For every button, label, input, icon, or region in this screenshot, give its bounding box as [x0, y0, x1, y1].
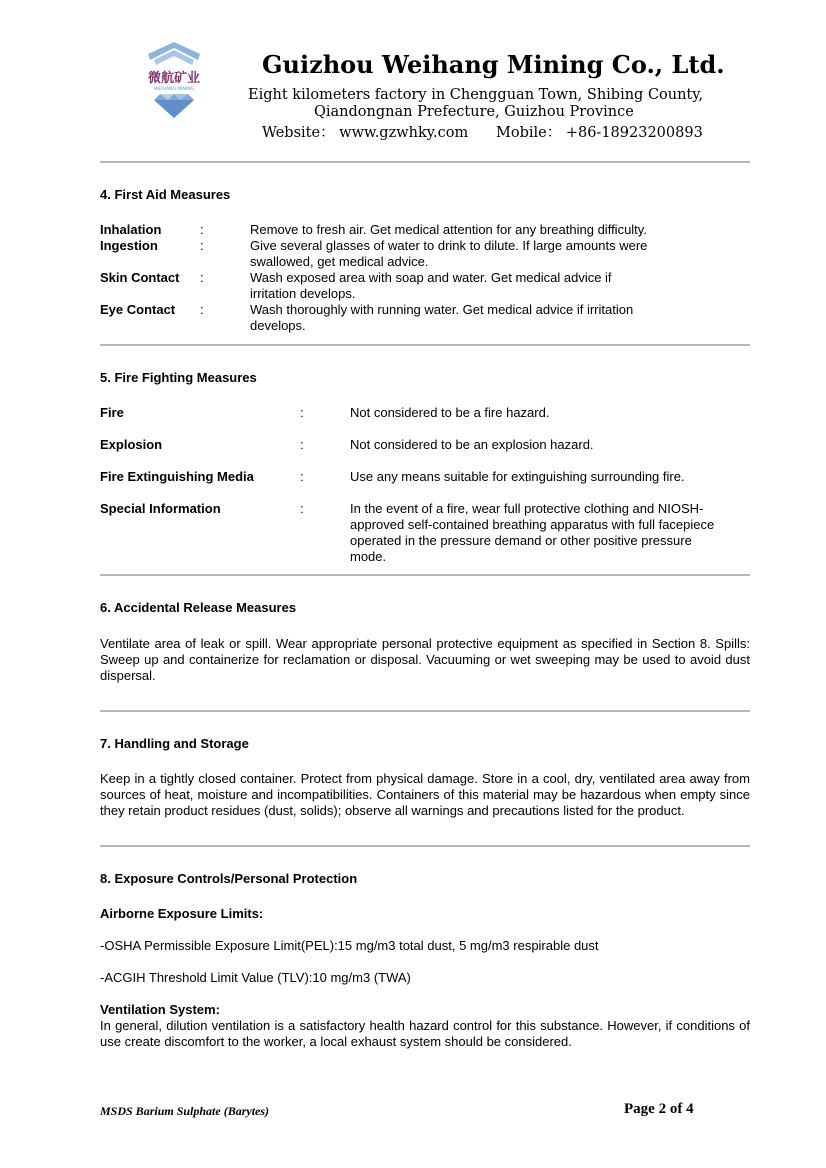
page-number: Page 2 of 4 — [624, 1101, 694, 1117]
value-line: Not considered to be an explosion hazard. — [350, 437, 594, 452]
company-name: Guizhou Weihang Mining Co., Ltd. — [262, 50, 725, 79]
fire-colon: : — [300, 437, 304, 452]
value-line: Use any means suitable for extinguishing surrounding fire. — [350, 469, 685, 484]
section-6-text: Ventilate area of leak or spill. Wear appropriate personal protective equipment as specified in Section 8. Spills: Sweep up and containerize for reclamation or disposal. Vacuuming or wet sweeping may be used to avoid dust dispersal. — [100, 636, 750, 683]
address-line-2: Qiandongnan Prefecture, Guizhou Province — [314, 104, 634, 120]
first-aid-label: Ingestion — [100, 238, 158, 253]
first-aid-value — [250, 222, 647, 238]
first-aid-value — [250, 270, 612, 302]
mobile: Mobile： +86-18923200893 — [496, 125, 703, 141]
acgih-limit: -ACGIH Threshold Limit Value (TLV):10 mg/m3 (TWA) — [100, 970, 411, 985]
section-8-title: 8. Exposure Controls/Personal Protection — [100, 871, 358, 886]
value-line: Wash exposed area with soap and water. Get medical advice if — [250, 270, 612, 285]
fire-colon: : — [300, 405, 304, 420]
website: Website： www.gzwhky.com — [262, 125, 469, 141]
first-aid-colon: : — [200, 238, 204, 253]
fire-colon: : — [300, 501, 304, 516]
company-logo — [136, 40, 212, 120]
ventilation-text: In general, dilution ventilation is a satisfactory health hazard control for this substance. However, if conditions of use create discomfort to the worker, a local exhaust system should be considered. — [100, 1018, 750, 1049]
address-line-1: Eight kilometers factory in Chengguan Town, Shibing County, — [248, 87, 704, 103]
section-divider — [100, 344, 750, 346]
first-aid-colon: : — [200, 270, 204, 285]
footer-document-name: MSDS Barium Sulphate (Barytes) — [100, 1104, 270, 1118]
section-6-title: 6. Accidental Release Measures — [100, 600, 297, 615]
value-line: operated in the pressure demand or other positive pressure — [350, 533, 692, 548]
logo-chinese-text: 微航矿业 — [147, 71, 201, 86]
fire-label: Explosion — [100, 437, 163, 452]
section-5-title: 5. Fire Fighting Measures — [100, 370, 257, 385]
ventilation-title: Ventilation System: — [100, 1002, 220, 1017]
value-line: develops. — [250, 318, 306, 333]
first-aid-value — [250, 302, 633, 334]
section-7-title: 7. Handling and Storage — [100, 736, 249, 751]
logo-subtext: WEIHANG MINING — [153, 87, 195, 92]
value-line: Not considered to be a fire hazard. — [350, 405, 550, 420]
first-aid-label: Eye Contact — [100, 302, 176, 317]
section-divider — [100, 574, 750, 576]
osha-limit: -OSHA Permissible Exposure Limit(PEL):15 mg/m3 total dust, 5 mg/m3 respirable dust — [100, 938, 599, 953]
first-aid-colon: : — [200, 222, 204, 237]
fire-label: Fire Extinguishing Media — [100, 469, 254, 484]
value-line: mode. — [350, 549, 387, 564]
value-line: Give several glasses of water to drink to dilute. If large amounts were — [250, 238, 648, 253]
fire-label: Fire — [100, 405, 124, 420]
value-line: Remove to fresh air. Get medical attention for any breathing difficulty. — [250, 222, 647, 237]
fire-value — [350, 469, 685, 485]
value-line: Wash thoroughly with running water. Get medical advice if irritation — [250, 302, 634, 317]
section-4-title: 4. First Aid Measures — [100, 187, 231, 202]
value-line: approved self-contained breathing apparatus with full facepiece — [350, 517, 715, 532]
value-line: swallowed, get medical advice. — [250, 254, 429, 269]
airborne-limits-title: Airborne Exposure Limits: — [100, 906, 264, 921]
section-divider — [100, 845, 750, 847]
fire-value — [350, 405, 549, 421]
first-aid-value — [250, 238, 647, 270]
fire-label: Special Information — [100, 501, 221, 516]
first-aid-label: Inhalation — [100, 222, 162, 237]
fire-colon: : — [300, 469, 304, 484]
first-aid-label: Skin Contact — [100, 270, 180, 285]
header-divider — [100, 161, 750, 163]
value-line: In the event of a fire, wear full protective clothing and NIOSH- — [350, 501, 704, 516]
first-aid-colon: : — [200, 302, 204, 317]
section-7-text: Keep in a tightly closed container. Protect from physical damage. Store in a cool, dry, ventilated area away from sources of heat, moisture and incompatibilities. Containers of this material may be hazardous when empty since they retain product residues (dust, solids); observe all warnings and precautions listed for the product. — [100, 771, 750, 818]
value-line: irritation develops. — [250, 286, 356, 301]
fire-value — [350, 501, 714, 565]
fire-value — [350, 437, 594, 453]
section-divider — [100, 710, 750, 712]
